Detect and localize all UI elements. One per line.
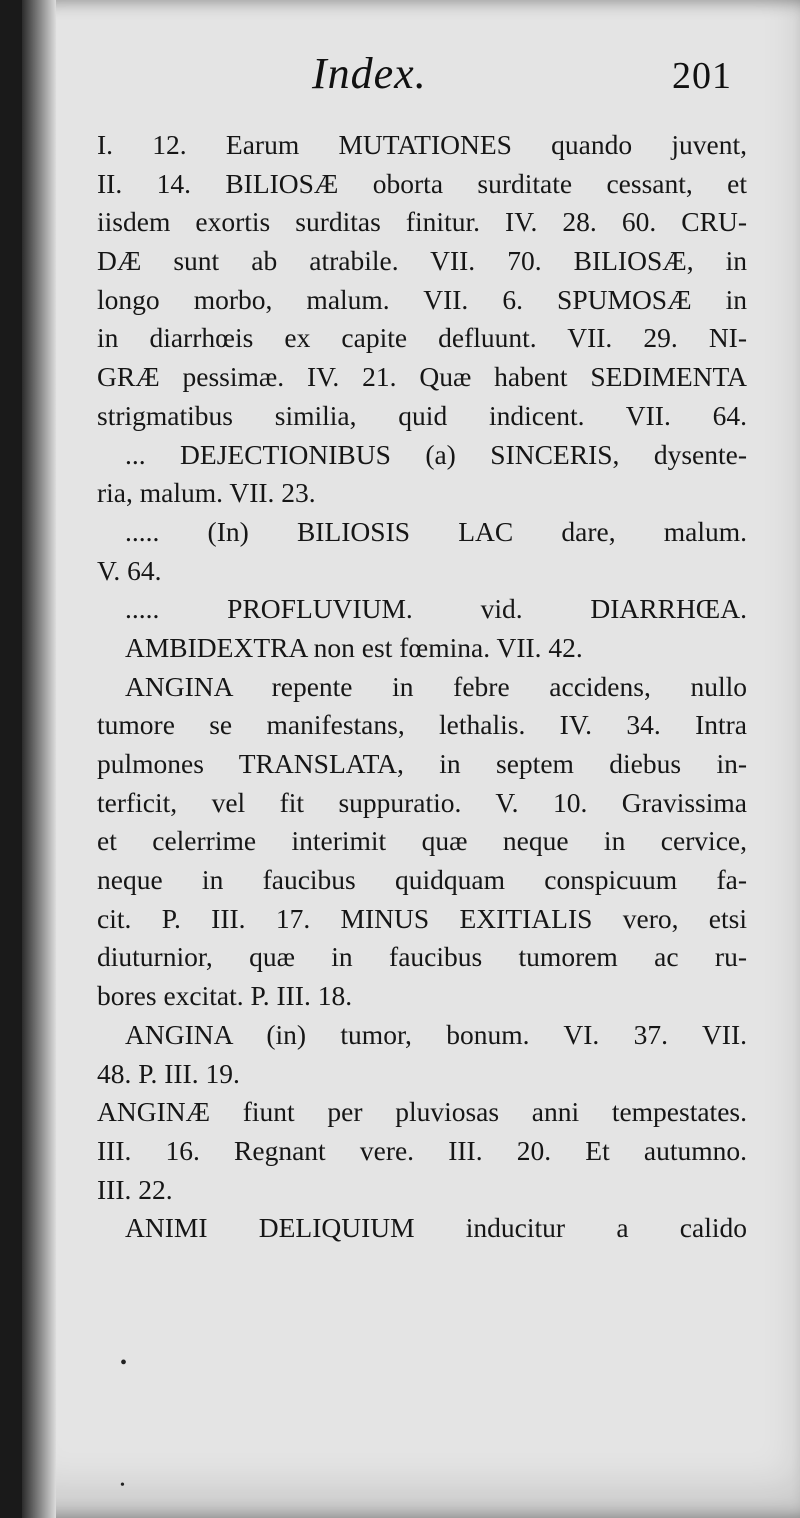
text-line: bores excitat. P. III. 18. [97,980,353,1012]
text-line: iisdem exortis surditas finitur. IV. 28. 60. CRU- [97,206,747,238]
text-line: ..... (In) BILIOSIS LAC dare, malum. [125,515,747,547]
text-line: neque in faucibus quidquam conspicuum fa- [97,864,747,896]
text-line: et celerrime interimit quæ neque in cervice, [97,825,747,857]
text-line: DÆ sunt ab atrabile. VII. 70. BILIOSÆ, in [97,245,747,277]
text-line: tumore se manifestans, lethalis. IV. 34. Intra [97,709,747,741]
ink-speck: • [120,1352,128,1374]
text-line: I. 12. Earum MUTATIONES quando juvent, [97,129,747,160]
text-line: III. 16. Regnant vere. III. 20. Et autumno. [97,1134,747,1166]
text-line: V. 64. [97,554,162,586]
text-line: longo morbo, malum. VII. 6. SPUMOSÆ in [97,283,747,315]
page-number: 201 [672,55,732,97]
index-text [97,126,747,1248]
text-line: terficit, vel fit suppuratio. V. 10. Gravissima [97,786,747,818]
text-line: II. 14. BILIOSÆ oborta surditate cessant, et [97,167,747,199]
running-title: Index. [312,49,427,98]
text-line: GRÆ pessimæ. IV. 21. Quæ habent SEDIMENTA [97,361,747,393]
page-header [312,48,732,108]
binding-gutter [22,0,56,1518]
text-line: ... DEJECTIONIBUS (a) SINCERIS, dysente- [125,438,747,470]
text-line: III. 22. [97,1173,173,1205]
text-line: AMBIDEXTRA non est fœmina. VII. 42. [125,631,583,663]
text-line: pulmones TRANSLATA, in septem diebus in- [97,748,747,779]
text-line: ria, malum. VII. 23. [97,477,316,509]
text-line: ANIMI DELIQUIUM inducitur a calido [125,1212,747,1244]
text-line: ANGINA repente in febre accidens, nullo [125,670,747,702]
text-line: ANGINÆ fiunt per pluviosas anni tempestates. [97,1096,747,1128]
text-line: in diarrhœis ex capite defluunt. VII. 29. NI- [97,322,747,354]
text-line: ..... PROFLUVIUM. vid. DIARRHŒA. [125,593,747,625]
text-line: 48. P. III. 19. [97,1057,240,1089]
ink-speck: • [120,1478,125,1493]
text-line: strigmatibus similia, quid indicent. VII. 64. [97,399,747,431]
book-page [22,0,800,1518]
text-line: ANGINA (in) tumor, bonum. VI. 37. VII. [125,1018,747,1050]
text-line: diuturnior, quæ in faucibus tumorem ac ru- [97,941,747,973]
text-line: cit. P. III. 17. MINUS EXITIALIS vero, etsi [97,902,747,934]
